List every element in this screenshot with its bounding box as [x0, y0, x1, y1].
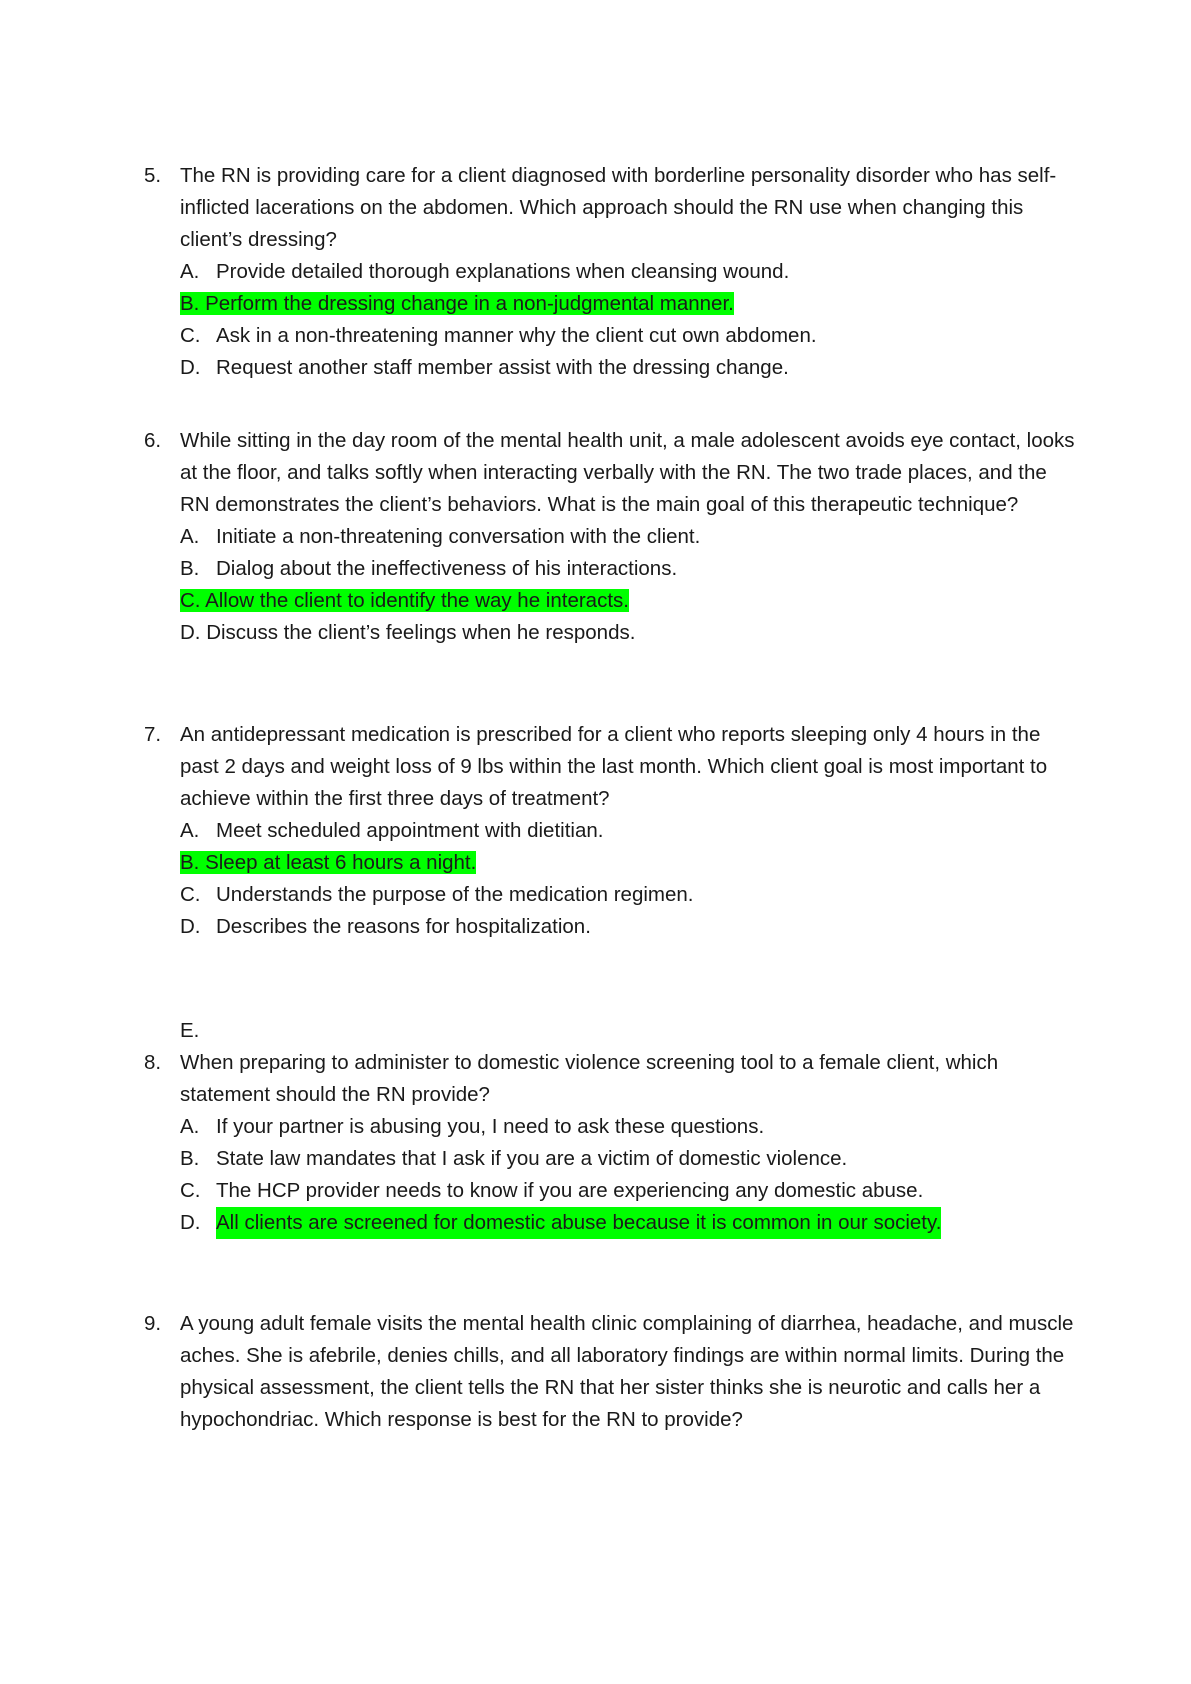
option-text: If your partner is abusing you, I need to ask these questions.	[216, 1115, 765, 1138]
stray-option-letter: E.	[180, 1019, 200, 1042]
question-text: An antidepressant medication is prescribed for a client who reports sleeping only 4 hours in the past 2 days and weight loss of 9 lbs within the last month. Which client goal is most important to achieve within the first three days of treatment?	[180, 723, 1048, 810]
option-a	[180, 256, 1079, 288]
question-text: The RN is providing care for a client diagnosed with borderline personality disorder who has self-inflicted lacerations on the abdomen. Which approach should the RN use when changing this client’s dressing?	[180, 164, 1057, 251]
option-text: The HCP provider needs to know if you are experiencing any domestic abuse.	[216, 1179, 924, 1202]
option-text: Request another staff member assist with the dressing change.	[216, 356, 789, 379]
option-c	[180, 879, 1079, 911]
option-letter: A.	[180, 260, 200, 283]
option-b-highlighted	[180, 288, 1079, 320]
highlighted-answer: All clients are screened for domestic abuse because it is common in our society.	[216, 1207, 941, 1239]
answer-options	[180, 1111, 1079, 1239]
option-text: Discuss the client’s feelings when he responds.	[206, 621, 636, 644]
option-d-highlighted	[180, 1207, 1079, 1239]
question-6	[144, 425, 1079, 649]
option-a	[180, 1111, 1079, 1143]
option-text: Provide detailed thorough explanations when cleansing wound.	[216, 260, 790, 283]
option-a	[180, 521, 1079, 553]
question-number: 6.	[144, 429, 162, 452]
option-letter: A.	[180, 1115, 200, 1138]
option-letter: C.	[180, 324, 201, 347]
option-text: Describes the reasons for hospitalization.	[216, 915, 591, 938]
question-9	[144, 1308, 1079, 1436]
option-letter: D.	[180, 1211, 201, 1234]
option-b-highlighted	[180, 847, 1079, 879]
option-letter: C.	[180, 883, 201, 906]
question-number: 8.	[144, 1051, 162, 1074]
option-letter: D.	[180, 915, 201, 938]
option-letter: B.	[180, 1147, 200, 1170]
option-c	[180, 320, 1079, 352]
option-c	[180, 1175, 1079, 1207]
option-letter: B.	[180, 557, 200, 580]
question-stem	[144, 1047, 1079, 1111]
option-letter: B.	[180, 851, 200, 874]
question-7	[144, 719, 1079, 943]
question-stem	[144, 1308, 1079, 1436]
option-b	[180, 1143, 1079, 1175]
option-d	[180, 617, 1079, 649]
option-letter: A.	[180, 819, 200, 842]
option-text: Dialog about the ineffectiveness of his interactions.	[216, 557, 678, 580]
option-b	[180, 553, 1079, 585]
question-number: 9.	[144, 1312, 162, 1335]
option-text: State law mandates that I ask if you are a victim of domestic violence.	[216, 1147, 848, 1170]
option-text: Initiate a non-threatening conversation with the client.	[216, 525, 701, 548]
option-letter: A.	[180, 525, 200, 548]
option-text: Ask in a non-threatening manner why the client cut own abdomen.	[216, 324, 817, 347]
option-a	[180, 815, 1079, 847]
question-text: When preparing to administer to domestic violence screening tool to a female client, which statement should the RN provide?	[180, 1051, 999, 1106]
question-8	[144, 1047, 1079, 1239]
question-text: While sitting in the day room of the mental health unit, a male adolescent avoids eye contact, looks at the floor, and talks softly when interacting verbally with the RN. The two trade places, and the RN demonstrates the client’s behaviors. What is the main goal of this therapeutic technique?	[180, 429, 1075, 516]
answer-options	[180, 815, 1079, 943]
highlighted-answer	[180, 292, 734, 315]
question-stem	[144, 425, 1079, 521]
question-number: 5.	[144, 164, 162, 187]
option-letter: B.	[180, 292, 200, 315]
option-letter: D.	[180, 356, 201, 379]
question-stem	[144, 160, 1079, 256]
highlighted-answer	[180, 851, 476, 874]
option-text: Sleep at least 6 hours a night.	[205, 851, 477, 874]
option-c-highlighted	[180, 585, 1079, 617]
answer-options	[180, 521, 1079, 649]
highlighted-answer	[180, 589, 629, 612]
option-text: Perform the dressing change in a non-judgmental manner.	[205, 292, 734, 315]
option-text: Understands the purpose of the medication regimen.	[216, 883, 694, 906]
question-text: A young adult female visits the mental health clinic complaining of diarrhea, headache, and muscle aches. She is afebrile, denies chills, and all laboratory findings are within normal limits. During the physical assessment, the client tells the RN that her sister thinks she is neurotic and calls her a hypochondriac. Which response is best for the RN to provide?	[180, 1312, 1074, 1431]
option-letter: C.	[180, 1179, 201, 1202]
option-text: Meet scheduled appointment with dietitian.	[216, 819, 604, 842]
option-d	[180, 352, 1079, 384]
option-letter: C.	[180, 589, 201, 612]
question-5	[144, 160, 1079, 384]
answer-options	[180, 256, 1079, 384]
question-number: 7.	[144, 723, 162, 746]
option-d	[180, 911, 1079, 943]
option-letter: D.	[180, 621, 201, 644]
question-stem	[144, 719, 1079, 815]
option-text: Allow the client to identify the way he interacts.	[205, 589, 629, 612]
